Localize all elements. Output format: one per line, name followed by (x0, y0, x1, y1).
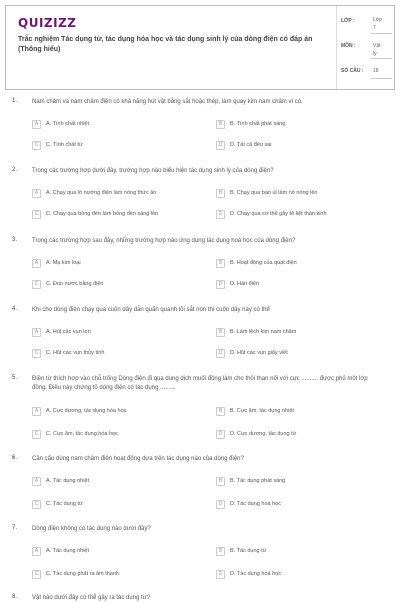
option-text: B. Tác dụng từ (230, 548, 267, 554)
option-letter-box: D (216, 500, 225, 509)
option-letter-box: A (32, 259, 41, 268)
question-text: Khi cho dòng điện chạy qua cuộn dây dẫn quấn quanh lõi sắt non thì cuộn dây này có thể (32, 307, 270, 313)
answer-option-a[interactable] (32, 118, 188, 130)
option-text: C. Cực âm, tác dụng hóa học (46, 431, 118, 437)
option-letter-box: B (216, 547, 225, 556)
question-text: Vật nào dưới đây có thể gây ra tác dụng từ? (32, 595, 151, 601)
option-text: B. Chạy qua bàn ủi làm nó nóng lên (230, 190, 318, 196)
option-text: C. Chạy qua bóng đèn làm bóng đèn sáng lên (46, 211, 159, 217)
question-text: Trong các trường hợp sau đây, những trường hợp nào ứng dụng tác dụng hoá học của dòng điện? (32, 238, 296, 244)
question-text: Trong các trường hợp dưới đây, trường hợp nào biểu hiện tác dụng sinh lý của dòng điện? (32, 168, 274, 174)
answer-option-b[interactable] (216, 187, 372, 199)
count-label: SỐ CÂU : (341, 68, 364, 74)
option-text: A. Mạ kim loại (46, 260, 81, 266)
answer-option-d[interactable] (216, 347, 372, 359)
subject-underline (370, 58, 392, 59)
answer-option-d[interactable] (216, 208, 372, 220)
option-letter-box: C (32, 141, 41, 150)
option-letter-box: A (32, 328, 41, 337)
subject-value: Vật lý (373, 43, 381, 57)
option-letter-box: D (216, 141, 225, 150)
option-text: D. Tất cả đều sai (230, 142, 272, 148)
option-letter-box: D (216, 280, 225, 289)
option-text: D. Cực dương, tác dụng từ (230, 431, 297, 437)
subject-label: MÔN : (341, 43, 356, 49)
option-letter-box: C (32, 500, 41, 509)
answer-option-c[interactable] (32, 208, 188, 220)
option-text: A. Tác dụng nhiệt (46, 478, 90, 484)
option-letter-box: B (216, 189, 225, 198)
question-number: 3. (12, 237, 18, 243)
answer-option-c[interactable] (32, 428, 188, 440)
option-text: C. Tác dụng phát ra âm thanh (46, 571, 119, 577)
option-text: C. Hút các vụn thủy tinh (46, 350, 105, 356)
option-text: B. Tính chất phát sáng (230, 121, 286, 127)
option-letter-box: D (216, 210, 225, 219)
question-number: 2. (12, 167, 18, 173)
answer-option-c[interactable] (32, 347, 188, 359)
option-letter-box: C (32, 570, 41, 579)
answer-option-a[interactable] (32, 475, 188, 487)
option-text: D. Chạy qua cơ thể gây tê liệt thần kinh (230, 211, 327, 217)
question-text: Điền từ thích hợp vào chỗ trống Dòng điện đi qua dung dịch muối đồng làm cho thỏi than nối với cực .......... được phủ một lớp đồng. Điều này chứng tỏ dòng điện có tác dụng ......... (32, 376, 368, 391)
worksheet-title: Trắc nghiệm Tác dụng từ, tác dụng hóa học và tác dụng sinh lý của dòng điện có đáp án (Thông hiểu) (18, 36, 313, 53)
option-letter-box: C (32, 210, 41, 219)
option-letter-box: D (216, 570, 225, 579)
option-letter-box: C (32, 430, 41, 439)
answer-option-d[interactable] (216, 278, 372, 290)
option-text: A. Tính chất nhiệt (46, 121, 90, 127)
question-number: 7. (12, 525, 18, 531)
question-text: Nam châm và nam châm điện có khả năng hút vật bằng sắt hoặc thép, làm quay kim nam châm vì có. (32, 99, 303, 105)
option-letter-box: B (216, 259, 225, 268)
answer-option-c[interactable] (32, 568, 188, 580)
answer-option-b[interactable] (216, 118, 372, 130)
option-text: D. Tác dụng hoá học (230, 571, 281, 577)
option-letter-box: B (216, 407, 225, 416)
worksheet-header (5, 5, 395, 90)
class-underline (370, 33, 392, 34)
option-text: A. Tác dụng nhiệt (46, 548, 90, 554)
option-text: B. Tác dụng phát sáng (230, 478, 286, 484)
answer-option-d[interactable] (216, 498, 372, 510)
header-divider (336, 6, 337, 89)
option-text: D. Tác dụng hoá học (230, 501, 281, 507)
question-number: 4. (12, 306, 18, 312)
question-number: 5. (12, 375, 18, 381)
option-letter-box: A (32, 189, 41, 198)
option-text: A. Hút các vụn len (46, 329, 91, 335)
answer-option-a[interactable] (32, 326, 188, 338)
answer-option-c[interactable] (32, 139, 188, 151)
question-number: 6. (12, 455, 18, 461)
question-number: 1. (12, 98, 18, 104)
option-letter-box: A (32, 477, 41, 486)
option-text: C. Tính chất từ (46, 142, 83, 148)
answer-option-d[interactable] (216, 139, 372, 151)
option-letter-box: B (216, 120, 225, 129)
option-letter-box: D (216, 430, 225, 439)
answer-option-b[interactable] (216, 405, 372, 417)
option-letter-box: A (32, 547, 41, 556)
question-text: Dòng điện không có tác dụng nào dưới đây? (32, 526, 151, 532)
option-letter-box: B (216, 477, 225, 486)
answer-option-b[interactable] (216, 545, 372, 557)
answer-option-b[interactable] (216, 326, 372, 338)
option-text: B. Hoạt động của quạt điện (230, 260, 297, 266)
option-text: D. Hàn điện (230, 281, 260, 287)
option-letter-box: D (216, 349, 225, 358)
class-value: Lớp 7 (373, 17, 382, 31)
answer-option-b[interactable] (216, 475, 372, 487)
option-text: C. Đun nước bằng điện (46, 281, 104, 287)
answer-option-d[interactable] (216, 428, 372, 440)
answer-option-a[interactable] (32, 187, 188, 199)
count-underline (370, 78, 392, 79)
option-text: A. Cực dương, tác dụng hóa học (46, 408, 127, 414)
answer-option-d[interactable] (216, 568, 372, 580)
option-text: A. Chạy qua lò nướng điện làm nóng thức ăn (46, 190, 157, 196)
answer-option-c[interactable] (32, 498, 188, 510)
option-text: B. Làm lệch kim nam châm (230, 329, 297, 335)
option-text: D. Hút các vụn giấy viết (230, 350, 288, 356)
class-label: LỚP : (341, 18, 355, 24)
count-value: 18 (373, 68, 379, 74)
option-text: C. Tác dụng từ (46, 501, 83, 507)
answer-option-b[interactable] (216, 257, 372, 269)
option-letter-box: C (32, 349, 41, 358)
answer-option-c[interactable] (32, 278, 188, 290)
option-letter-box: C (32, 280, 41, 289)
answer-option-a[interactable] (32, 257, 188, 269)
question-text: Cần cẩu dùng nam châm điện hoạt động dựa trên tác dụng nào của dòng điện? (32, 456, 244, 462)
answer-option-a[interactable] (32, 405, 188, 417)
option-letter-box: B (216, 328, 225, 337)
option-letter-box: A (32, 407, 41, 416)
answer-option-a[interactable] (32, 545, 188, 557)
option-text: B. Cực âm, tác dụng nhiệt (230, 408, 294, 414)
question-number: 8. (12, 594, 18, 600)
option-letter-box: A (32, 120, 41, 129)
quizizz-logo: QUIZIZZ (18, 16, 77, 30)
